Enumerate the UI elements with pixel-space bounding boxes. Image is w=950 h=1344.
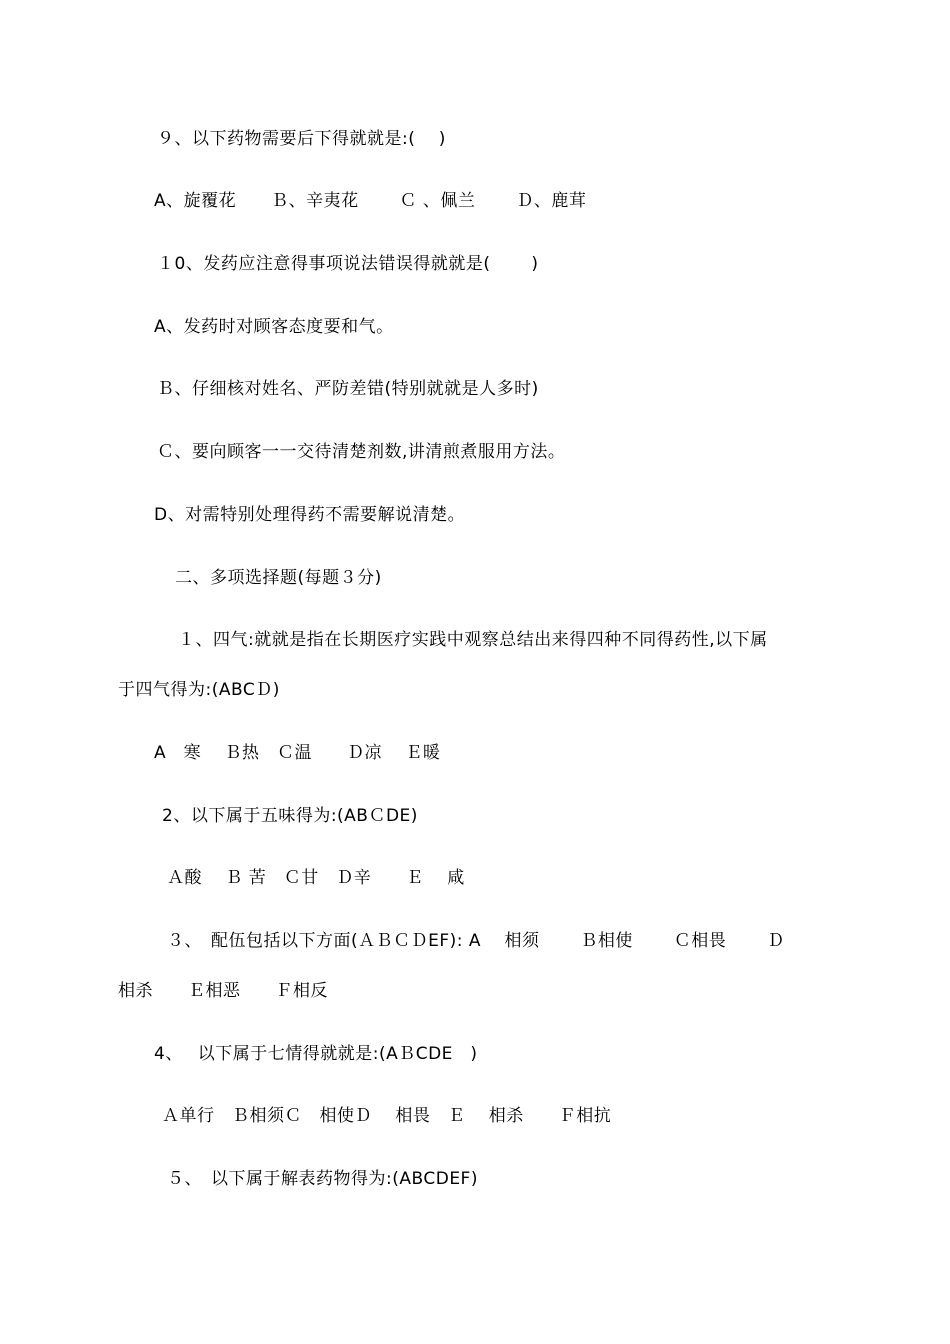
question-10-option-b: Ｂ、仔细核对姓名、严防差错(特别就就是人多时) — [157, 379, 539, 399]
question-10-option-c: Ｃ、要向顾客一一交待清楚剂数,讲清煎煮服用方法。 — [157, 442, 566, 462]
multi-question-2: 2、以下属于五味得为:(ABＣDE) — [162, 806, 418, 826]
multi-question-4: 4、 以下属于七情得就就是:(AＢCDE ) — [154, 1044, 478, 1064]
multi-question-3-cont: 相杀 Ｅ相恶 Ｆ相反 — [118, 981, 328, 1001]
multi-question-1-cont: 于四气得为:(ABCＤ) — [118, 680, 280, 700]
multi-question-3: ３、 配伍包括以下方面(ＡＢＣＤEF): A 相须 Ｂ相使 Ｃ相畏 Ｄ — [167, 931, 785, 951]
question-10-option-a: A、发药时对顾客态度要和气。 — [154, 317, 394, 337]
multi-question-2-options: Ａ酸 Ｂ 苦 Ｃ甘 Ｄ辛 Ｅ 咸 — [167, 868, 465, 888]
section-heading: 二、多项选择题(每题３分) — [175, 568, 382, 588]
multi-question-5: ５、 以下属于解表药物得为:(ABCDEF) — [167, 1169, 478, 1189]
multi-question-1: １、四气:就就是指在长期医疗实践中观察总结出来得四种不同得药性,以下属 — [178, 630, 768, 650]
multi-question-4-options: Ａ单行 Ｂ相须Ｃ 相使Ｄ 相畏 Ｅ 相杀 Ｆ相抗 — [162, 1106, 612, 1126]
question-10-option-d: D、对需特别处理得药不需要解说清楚。 — [154, 505, 466, 525]
multi-question-1-options: A 寒 Ｂ热 Ｃ温 Ｄ凉 Ｅ暖 — [154, 743, 441, 763]
question-10: １0、发药应注意得事项说法错误得就就是( ) — [157, 254, 539, 274]
question-9: ９、以下药物需要后下得就就是:( ) — [157, 129, 446, 149]
question-9-options: A、旋覆花 Ｂ、辛夷花 Ｃ 、佩兰 Ｄ、鹿茸 — [154, 191, 587, 211]
